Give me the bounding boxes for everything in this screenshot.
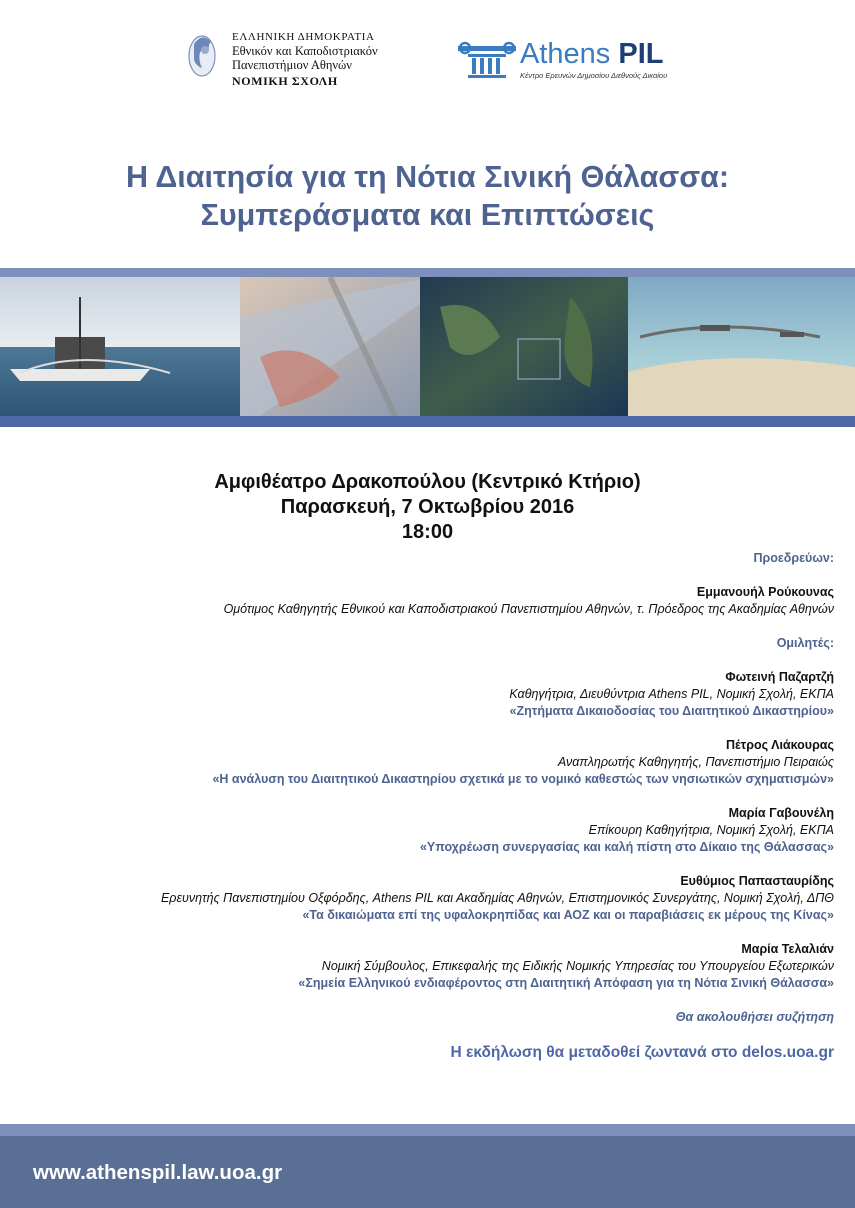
banner-top-band bbox=[0, 268, 855, 277]
banner-bottom-band bbox=[0, 416, 855, 427]
venue-place: Αμφιθέατρο Δρακοπούλου (Κεντρικό Κτήριο) bbox=[214, 471, 641, 493]
uoa-line-1: ΕΛΛΗΝΙΚΗ ΔΗΜΟΚΡΑΤΙΑ bbox=[232, 31, 375, 43]
pil-wordmark: Athens PIL bbox=[520, 38, 664, 70]
speaker-name: Μαρία Γαβουνέλη bbox=[728, 806, 834, 820]
chair-name: Εμμανουήλ Ρούκουνας bbox=[696, 585, 834, 599]
speaker-talk: «Σημεία Ελληνικού ενδιαφέροντος στη Διαιτητική Απόφαση για τη Νότια Σινική Θάλασσα» bbox=[298, 976, 834, 990]
speaker-name: Ευθύμιος Παπασταυρίδης bbox=[680, 874, 834, 888]
title-line-2: Συμπεράσματα και Επιπτώσεις bbox=[200, 198, 655, 232]
speaker-entry bbox=[34, 805, 834, 856]
live-stream-note: Η εκδήλωση θα μεταδοθεί ζωντανά στο delos.uoa.gr bbox=[450, 1044, 834, 1061]
speaker-role: Νομική Σύμβουλος, Επικεφαλής της Ειδικής Νομικής Υπηρεσίας του Υπουργείου Εξωτερικών bbox=[321, 959, 834, 973]
venue-date: Παρασκευή, 7 Οκτωβρίου 2016 bbox=[280, 496, 575, 518]
event-venue bbox=[0, 470, 855, 545]
speaker-talk: «Ζητήματα Δικαιοδοσίας του Διαιτητικού Δικαστηρίου» bbox=[509, 704, 834, 718]
speaker-role: Αναπληρωτής Καθηγητής, Πανεπιστήμιο Πειραιώς bbox=[557, 755, 834, 769]
footer bbox=[0, 1136, 855, 1208]
footer-band bbox=[0, 1124, 855, 1136]
program bbox=[34, 550, 834, 1026]
banner-image bbox=[0, 277, 855, 416]
uoa-logo bbox=[186, 30, 426, 100]
venue-time: 18:00 bbox=[401, 521, 454, 543]
pil-subtitle: Κέντρο Ερευνών Δημοσίου Διεθνούς Δικαίου bbox=[520, 71, 668, 80]
footer-url[interactable]: www.athenspil.law.uoa.gr bbox=[33, 1161, 283, 1184]
event-title bbox=[0, 158, 855, 234]
speaker-name: Φωτεινή Παζαρτζή bbox=[725, 670, 834, 684]
chair-role: Ομότιμος Καθηγητής Εθνικού και Καποδιστριακού Πανεπιστημίου Αθηνών, τ. Πρόεδρος της Ακαδημίας Αθηνών bbox=[223, 602, 834, 616]
uoa-line-3: Πανεπιστήμιον Αθηνών bbox=[232, 58, 352, 72]
speaker-entry bbox=[34, 737, 834, 788]
uoa-line-4: ΝΟΜΙΚΗ ΣΧΟΛΗ bbox=[232, 74, 338, 88]
speaker-talk: «Υποχρέωση συνεργασίας και καλή πίστη στο Δίκαιο της Θάλασσας» bbox=[419, 840, 834, 854]
speaker-entry bbox=[34, 669, 834, 720]
discussion-note: Θα ακολουθήσει συζήτηση bbox=[675, 1010, 834, 1024]
athena-crest-icon bbox=[186, 30, 218, 78]
pillar-icon bbox=[456, 40, 518, 80]
speaker-entry bbox=[34, 873, 834, 924]
speaker-name: Πέτρος Λιάκουρας bbox=[725, 738, 834, 752]
speaker-name: Μαρία Τελαλιάν bbox=[741, 942, 834, 956]
title-line-1: Η Διαιτησία για τη Νότια Σινική Θάλασσα: bbox=[125, 160, 730, 194]
athens-pil-logo bbox=[456, 40, 676, 84]
speaker-talk: «Η ανάλυση του Διαιτητικού Δικαστηρίου σχετικά με το νομικό καθεστώς των νησιωτικών σχηματισμών» bbox=[212, 772, 834, 786]
speaker-talk: «Τα δικαιώματα επί της υφαλοκρηπίδας και ΑΟΖ και οι παραβιάσεις εκ μέρους της Κίνας» bbox=[302, 908, 834, 922]
speakers-heading: Ομιλητές: bbox=[776, 636, 834, 650]
speaker-role: Ερευνητής Πανεπιστημίου Οξφόρδης, Athens PIL και Ακαδημίας Αθηνών, Επιστημονικός Συνεργάτης, Νομική Σχολή, ΔΠΘ bbox=[160, 891, 834, 905]
speaker-role: Καθηγήτρια, Διευθύντρια Athens PIL, Νομική Σχολή, ΕΚΠΑ bbox=[509, 687, 834, 701]
speaker-role: Επίκουρη Καθηγήτρια, Νομική Σχολή, ΕΚΠΑ bbox=[588, 823, 834, 837]
uoa-line-2: Εθνικόν και Καποδιστριακόν bbox=[232, 44, 378, 58]
speaker-entry bbox=[34, 941, 834, 992]
chair-heading: Προεδρεύων: bbox=[753, 551, 834, 565]
